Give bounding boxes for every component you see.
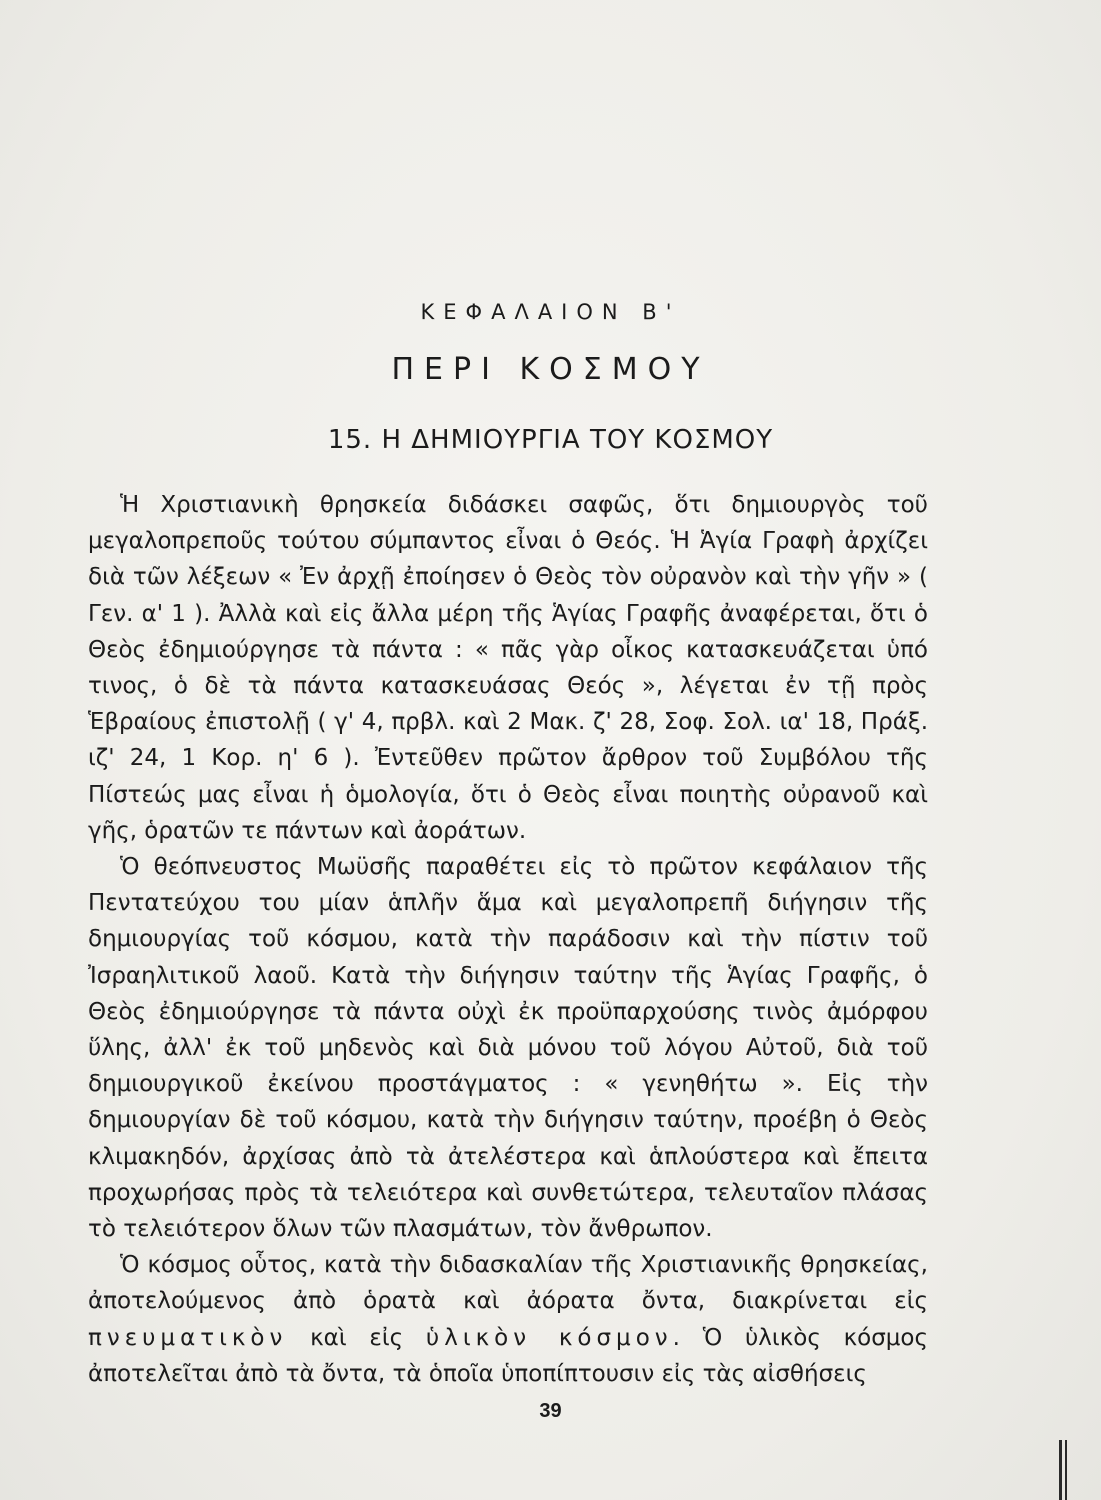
page-number: 39 bbox=[539, 1400, 562, 1422]
paragraph-1: Ἡ Χριστιανικὴ θρησκεία διδάσκει σαφῶς, ὅτι δημιουργὸς τοῦ μεγαλοπρεποῦς τούτου σύμπαντος εἶναι ὁ Θεός. Ἡ Ἁγία Γραφὴ ἀρχίζει διὰ τῶν λέξεων « Ἐν ἀρχῇ ἐποίησεν ὁ Θεὸς τὸν οὐρανὸν καὶ τὴν γῆν » ( Γεν. α' 1 ). Ἀλλὰ καὶ εἰς ἄλλα μέρη τῆς Ἁγίας Γραφῆς ἀναφέρεται, ὅτι ὁ Θεὸς ἐδημιούργησε τὰ πάντα : « πᾶς γὰρ οἶκος κατασκευάζεται ὑπό τινος, ὁ δὲ τὰ πάντα κατασκευάσας Θεός », λέγεται ἐν τῇ πρὸς Ἑβραίους ἐπιστολῇ ( γ' 4, πρβλ. καὶ 2 Μακ. ζ' 28, Σοφ. Σολ. ια' 18, Πράξ. ιζ' 24, 1 Κορ. η' 6 ). Ἐντεῦθεν πρῶτον ἄρθρον τοῦ Συμβόλου τῆς Πίστεώς μας εἶναι ἡ ὁμολογία, ὅτι ὁ Θεὸς εἶναι ποιητὴς οὐρανοῦ καὶ γῆς, ὁρατῶν τε πάντων καὶ ἀοράτων. bbox=[88, 492, 928, 844]
page-edge-mark bbox=[1059, 1440, 1069, 1500]
paragraph-2: Ὁ θεόπνευστος Μωϋσῆς παραθέτει εἰς τὸ πρῶτον κεφάλαιον τῆς Πεντατεύχου του μίαν ἁπλῆν ἅμα καὶ μεγαλοπρεπῆ διήγησιν τῆς δημιουργίας τοῦ κόσμου, κατὰ τὴν παράδοσιν καὶ τὴν πίστιν τοῦ Ἰσραηλιτικοῦ λαοῦ. Κατὰ τὴν διήγησιν ταύτην τῆς Ἁγίας Γραφῆς, ὁ Θεὸς ἐδημιούργησε τὰ πάντα οὐχὶ ἐκ προϋπαρχούσης τινὸς ἀμόρφου ὕλης, ἀλλ' ἐκ τοῦ μηδενὸς καὶ διὰ μόνου τοῦ λόγου Αὐτοῦ, διὰ τοῦ δημιουργικοῦ ἐκείνου προστάγματος : « γενηθήτω ». Εἰς τὴν δημιουργίαν δὲ τοῦ κόσμου, κατὰ τὴν διήγησιν ταύτην, προέβη ὁ Θεὸς κλιμακηδόν, ἀρχίσας ἀπὸ τὰ ἀτελέστερα καὶ ἁπλούστερα καὶ ἔπειτα προχωρήσας πρὸς τὰ τελειότερα καὶ συνθετώτερα, τελευταῖον πλάσας τὸ τελειότερον ὅλων τῶν πλασμάτων, τὸν ἄνθρωπον. bbox=[88, 854, 928, 1243]
chapter-label: ΚΕΦΑΛΑΙΟΝ Β' bbox=[420, 300, 681, 324]
paragraph-3-end: . Ὁ ὑλικὸς κόσμος ἀποτελεῖται ἀπὸ τὰ ὄντα, τὰ ὁποῖα ὑποπίπτουσιν εἰς τὰς αἰσθήσεις bbox=[88, 1324, 929, 1387]
paragraph-3 bbox=[88, 1247, 928, 1392]
body-text bbox=[88, 487, 928, 1392]
spaced-term-spiritual: πνευματικὸν bbox=[88, 1324, 288, 1351]
paragraph-3-mid: καὶ εἰς bbox=[310, 1324, 404, 1351]
paragraph-3-start: Ὁ κόσμος οὗτος, κατὰ τὴν διδασκαλίαν τῆς Χριστιανικῆς θρησκείας, ἀποτελούμενος ἀπὸ ὁρατὰ καὶ ἀόρατα ὄντα, διακρίνεται εἰς bbox=[88, 1252, 928, 1315]
section-heading: 15. Η ΔΗΜΙΟΥΡΓΙΑ ΤΟΥ ΚΟΣΜΟΥ bbox=[327, 425, 774, 455]
spaced-term-material: ὑλικὸν κόσμον bbox=[425, 1324, 673, 1351]
chapter-title: ΠΕΡΙ ΚΟΣΜΟΥ bbox=[391, 352, 710, 387]
